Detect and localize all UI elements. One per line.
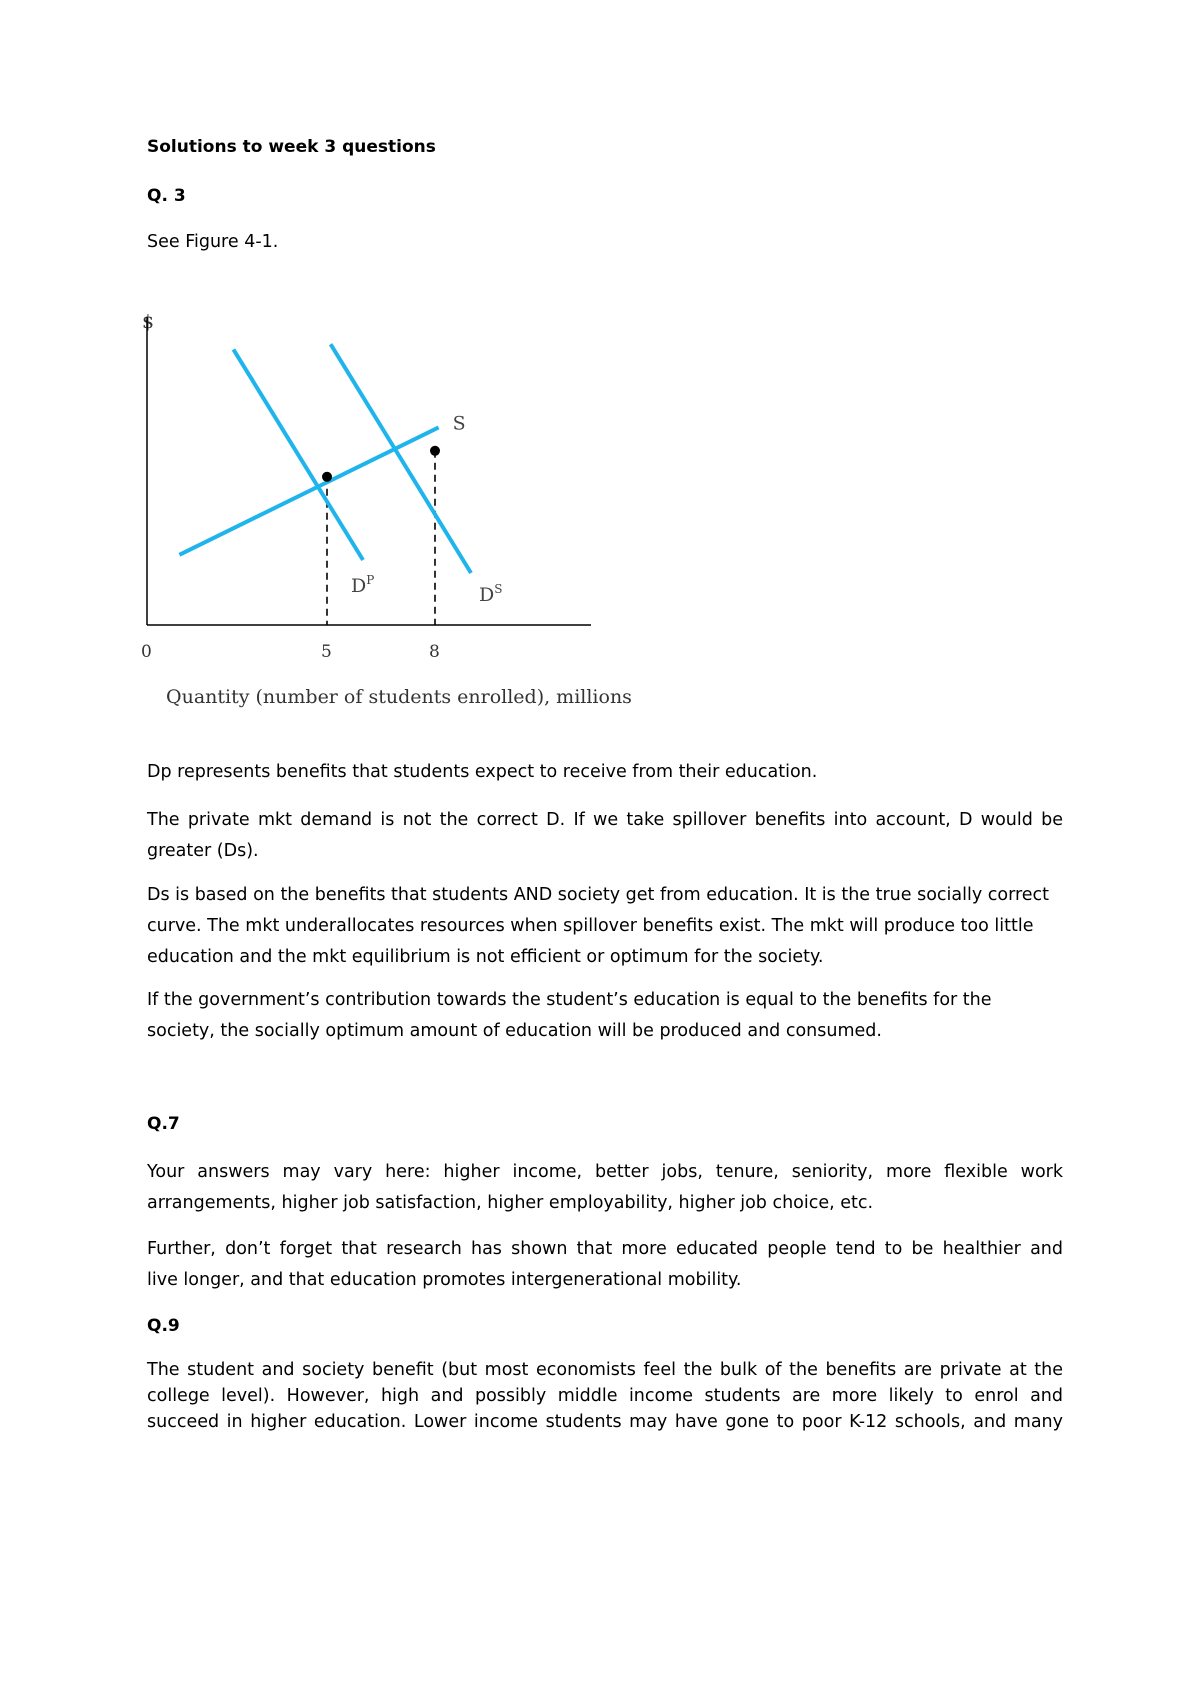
x-tick-label: 5 — [321, 642, 332, 662]
q7-p2-line-2: live longer, and that education promotes intergenerational mobility. — [147, 1270, 742, 1290]
x-tick-label: 8 — [429, 642, 440, 662]
y-axis-label: $ — [142, 311, 155, 333]
document-title: Solutions to week 3 questions — [147, 137, 436, 157]
q9-p1-line-1: The student and society benefit (but most economists feel the bulk of the benefits are private at the — [147, 1360, 1063, 1380]
q7-label: Q.7 — [147, 1114, 180, 1134]
q3-intro: See Figure 4-1. — [147, 232, 279, 252]
series-line-S — [179, 427, 438, 554]
x-axis-label: Quantity (number of students enrolled), millions — [166, 686, 632, 708]
q3-paragraph-2: The private mkt demand is not the correct D. If we take spillover benefits into account, D would be greater (Ds). — [147, 810, 1063, 861]
q7-paragraph-2 — [147, 1234, 1063, 1296]
series-label-sub-Ds: S — [494, 582, 503, 596]
q9-label: Q.9 — [147, 1316, 180, 1336]
q9-p1-line-2: college level). However, high and possibly middle income students are more likely to enrol and — [147, 1386, 1063, 1406]
series-line-Dp — [233, 349, 363, 560]
q7-p1-line-2: arrangements, higher job satisfaction, higher employability, higher job choice, etc. — [147, 1193, 874, 1213]
q7-p2-line-1: Further, don’t forget that research has shown that more educated people tend to be healthier and — [147, 1239, 1063, 1259]
q7-p1-line-1: Your answers may vary here: higher income, better jobs, tenure, seniority, more flexible work — [147, 1162, 1063, 1182]
demand-supply-figure — [140, 305, 700, 720]
q9-paragraph-1 — [147, 1357, 1063, 1435]
q3-paragraph-1: Dp represents benefits that students expect to receive from their education. — [147, 762, 818, 782]
q7-paragraph-1 — [147, 1157, 1063, 1219]
origin-label: 0 — [141, 642, 152, 662]
series-label-Ds: $D^S$ — [479, 582, 503, 606]
q3-paragraph-4: If the government’s contribution towards the student’s education is equal to the benefits for the society, the socially optimum amount of education will be produced and consumed. — [147, 990, 992, 1041]
q3-label: Q. 3 — [147, 186, 186, 206]
equilibrium-point-private — [322, 472, 332, 482]
series-label-sub-Dp: P — [366, 573, 375, 587]
series-label-S: S — [452, 412, 466, 435]
series-label-Dp: $D^P$ — [351, 573, 375, 597]
q3-paragraph-3: Ds is based on the benefits that students AND society get from education. It is the true socially correct curve. The mkt underallocates resources when spillover benefits exist. The mkt will produce too little education and the mkt equilibrium is not efficient or optimum for the society. — [147, 885, 1050, 967]
equilibrium-point-social — [430, 446, 440, 456]
q9-p1-line-3: succeed in higher education. Lower income students may have gone to poor K-12 schools, and many — [147, 1412, 1063, 1432]
